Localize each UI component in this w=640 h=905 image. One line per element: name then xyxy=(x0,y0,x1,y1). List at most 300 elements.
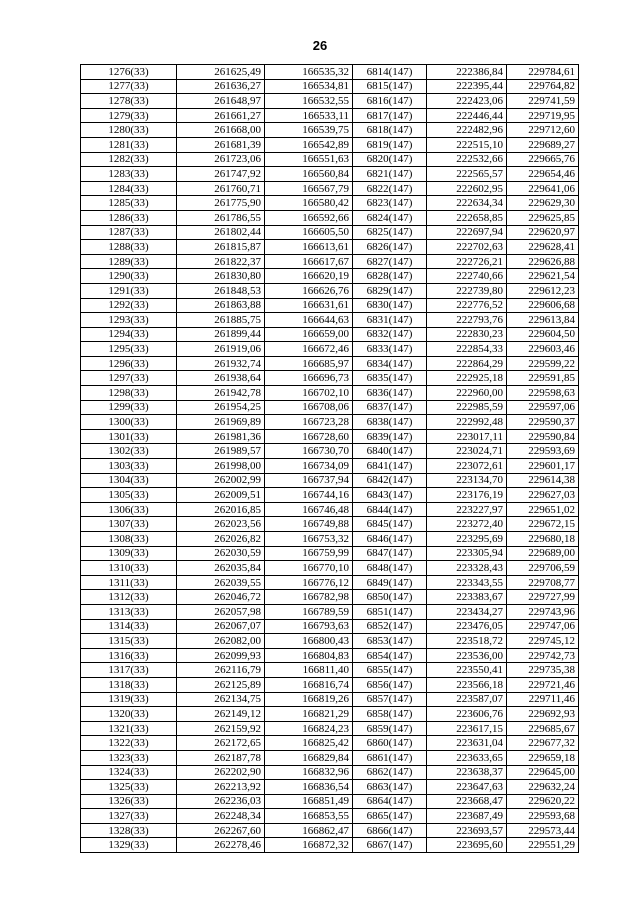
x-coordinate-a-cell: 262278,46 xyxy=(177,838,265,853)
point-id-b-cell: 6850(147) xyxy=(353,590,427,605)
x-coordinate-b-cell: 222776,52 xyxy=(427,298,507,313)
x-coordinate-b-cell: 222386,84 xyxy=(427,65,507,80)
table-row xyxy=(81,794,579,809)
point-id-a-cell: 1295(33) xyxy=(81,342,177,357)
y-coordinate-a-cell: 166605,50 xyxy=(265,225,353,240)
y-coordinate-a-cell: 166551,63 xyxy=(265,152,353,167)
table-row xyxy=(81,94,579,109)
point-id-a-cell: 1298(33) xyxy=(81,386,177,401)
point-id-b-cell: 6861(147) xyxy=(353,750,427,765)
table-row xyxy=(81,152,579,167)
point-id-a-cell: 1281(33) xyxy=(81,137,177,152)
y-coordinate-a-cell: 166535,32 xyxy=(265,65,353,80)
table-row xyxy=(81,444,579,459)
point-id-b-cell: 6856(147) xyxy=(353,677,427,692)
point-id-b-cell: 6828(147) xyxy=(353,269,427,284)
x-coordinate-a-cell: 262035,84 xyxy=(177,561,265,576)
y-coordinate-a-cell: 166793,63 xyxy=(265,619,353,634)
point-id-b-cell: 6866(147) xyxy=(353,823,427,838)
y-coordinate-b-cell: 229625,85 xyxy=(507,210,579,225)
y-coordinate-b-cell: 229612,23 xyxy=(507,283,579,298)
point-id-b-cell: 6843(147) xyxy=(353,488,427,503)
x-coordinate-b-cell: 222532,66 xyxy=(427,152,507,167)
x-coordinate-b-cell: 223566,18 xyxy=(427,677,507,692)
x-coordinate-a-cell: 262023,56 xyxy=(177,517,265,532)
point-id-a-cell: 1287(33) xyxy=(81,225,177,240)
y-coordinate-a-cell: 166532,55 xyxy=(265,94,353,109)
x-coordinate-b-cell: 223647,63 xyxy=(427,780,507,795)
x-coordinate-b-cell: 222423,06 xyxy=(427,94,507,109)
table-row xyxy=(81,254,579,269)
table-row xyxy=(81,707,579,722)
y-coordinate-b-cell: 229632,24 xyxy=(507,780,579,795)
x-coordinate-b-cell: 223024,71 xyxy=(427,444,507,459)
y-coordinate-a-cell: 166821,29 xyxy=(265,707,353,722)
x-coordinate-a-cell: 261932,74 xyxy=(177,356,265,371)
y-coordinate-b-cell: 229651,02 xyxy=(507,502,579,517)
y-coordinate-a-cell: 166533,11 xyxy=(265,108,353,123)
x-coordinate-b-cell: 222992,48 xyxy=(427,415,507,430)
x-coordinate-b-cell: 223343,55 xyxy=(427,575,507,590)
point-id-a-cell: 1296(33) xyxy=(81,356,177,371)
y-coordinate-b-cell: 229591,85 xyxy=(507,371,579,386)
y-coordinate-b-cell: 229665,76 xyxy=(507,152,579,167)
point-id-a-cell: 1329(33) xyxy=(81,838,177,853)
table-row xyxy=(81,269,579,284)
point-id-a-cell: 1302(33) xyxy=(81,444,177,459)
x-coordinate-a-cell: 261636,27 xyxy=(177,79,265,94)
table-row xyxy=(81,575,579,590)
x-coordinate-b-cell: 222482,96 xyxy=(427,123,507,138)
point-id-a-cell: 1297(33) xyxy=(81,371,177,386)
table-row xyxy=(81,677,579,692)
point-id-b-cell: 6839(147) xyxy=(353,429,427,444)
x-coordinate-a-cell: 262159,92 xyxy=(177,721,265,736)
y-coordinate-b-cell: 229606,68 xyxy=(507,298,579,313)
x-coordinate-b-cell: 223017,11 xyxy=(427,429,507,444)
point-id-b-cell: 6845(147) xyxy=(353,517,427,532)
y-coordinate-b-cell: 229672,15 xyxy=(507,517,579,532)
y-coordinate-a-cell: 166539,75 xyxy=(265,123,353,138)
y-coordinate-a-cell: 166782,98 xyxy=(265,590,353,605)
x-coordinate-a-cell: 262187,78 xyxy=(177,750,265,765)
y-coordinate-b-cell: 229742,73 xyxy=(507,648,579,663)
point-id-a-cell: 1294(33) xyxy=(81,327,177,342)
y-coordinate-b-cell: 229603,46 xyxy=(507,342,579,357)
y-coordinate-b-cell: 229621,54 xyxy=(507,269,579,284)
point-id-a-cell: 1312(33) xyxy=(81,590,177,605)
x-coordinate-a-cell: 261786,55 xyxy=(177,210,265,225)
y-coordinate-b-cell: 229680,18 xyxy=(507,532,579,547)
point-id-b-cell: 6823(147) xyxy=(353,196,427,211)
point-id-b-cell: 6816(147) xyxy=(353,94,427,109)
x-coordinate-a-cell: 261989,57 xyxy=(177,444,265,459)
table-row xyxy=(81,502,579,517)
y-coordinate-a-cell: 166853,55 xyxy=(265,809,353,824)
point-id-b-cell: 6829(147) xyxy=(353,283,427,298)
x-coordinate-b-cell: 223305,94 xyxy=(427,546,507,561)
y-coordinate-b-cell: 229712,60 xyxy=(507,123,579,138)
x-coordinate-b-cell: 222697,94 xyxy=(427,225,507,240)
point-id-a-cell: 1304(33) xyxy=(81,473,177,488)
y-coordinate-a-cell: 166759,99 xyxy=(265,546,353,561)
point-id-a-cell: 1320(33) xyxy=(81,707,177,722)
coordinates-table xyxy=(80,64,579,853)
y-coordinate-b-cell: 229645,00 xyxy=(507,765,579,780)
point-id-b-cell: 6837(147) xyxy=(353,400,427,415)
y-coordinate-b-cell: 229590,37 xyxy=(507,415,579,430)
y-coordinate-b-cell: 229597,06 xyxy=(507,400,579,415)
y-coordinate-a-cell: 166659,00 xyxy=(265,327,353,342)
y-coordinate-a-cell: 166560,84 xyxy=(265,167,353,182)
point-id-a-cell: 1307(33) xyxy=(81,517,177,532)
y-coordinate-b-cell: 229711,46 xyxy=(507,692,579,707)
x-coordinate-a-cell: 261760,71 xyxy=(177,181,265,196)
y-coordinate-a-cell: 166800,43 xyxy=(265,634,353,649)
x-coordinate-b-cell: 223695,60 xyxy=(427,838,507,853)
x-coordinate-a-cell: 262125,89 xyxy=(177,677,265,692)
x-coordinate-b-cell: 222985,59 xyxy=(427,400,507,415)
x-coordinate-b-cell: 222446,44 xyxy=(427,108,507,123)
point-id-b-cell: 6817(147) xyxy=(353,108,427,123)
y-coordinate-a-cell: 166851,49 xyxy=(265,794,353,809)
x-coordinate-a-cell: 261954,25 xyxy=(177,400,265,415)
x-coordinate-b-cell: 222925,18 xyxy=(427,371,507,386)
x-coordinate-a-cell: 261942,78 xyxy=(177,386,265,401)
y-coordinate-b-cell: 229692,93 xyxy=(507,707,579,722)
x-coordinate-b-cell: 223227,97 xyxy=(427,502,507,517)
x-coordinate-b-cell: 222634,34 xyxy=(427,196,507,211)
x-coordinate-a-cell: 262046,72 xyxy=(177,590,265,605)
x-coordinate-b-cell: 223693,57 xyxy=(427,823,507,838)
y-coordinate-b-cell: 229620,97 xyxy=(507,225,579,240)
table-row xyxy=(81,400,579,415)
point-id-b-cell: 6857(147) xyxy=(353,692,427,707)
table-row xyxy=(81,721,579,736)
y-coordinate-b-cell: 229659,18 xyxy=(507,750,579,765)
y-coordinate-b-cell: 229629,30 xyxy=(507,196,579,211)
point-id-a-cell: 1290(33) xyxy=(81,269,177,284)
x-coordinate-b-cell: 222658,85 xyxy=(427,210,507,225)
y-coordinate-b-cell: 229784,61 xyxy=(507,65,579,80)
y-coordinate-a-cell: 166728,60 xyxy=(265,429,353,444)
point-id-a-cell: 1318(33) xyxy=(81,677,177,692)
y-coordinate-a-cell: 166644,63 xyxy=(265,313,353,328)
table-row xyxy=(81,167,579,182)
y-coordinate-b-cell: 229743,96 xyxy=(507,604,579,619)
table-row xyxy=(81,561,579,576)
y-coordinate-a-cell: 166824,23 xyxy=(265,721,353,736)
point-id-b-cell: 6836(147) xyxy=(353,386,427,401)
x-coordinate-a-cell: 261885,75 xyxy=(177,313,265,328)
x-coordinate-b-cell: 223272,40 xyxy=(427,517,507,532)
point-id-a-cell: 1309(33) xyxy=(81,546,177,561)
y-coordinate-b-cell: 229741,59 xyxy=(507,94,579,109)
x-coordinate-a-cell: 262067,07 xyxy=(177,619,265,634)
point-id-a-cell: 1328(33) xyxy=(81,823,177,838)
point-id-a-cell: 1303(33) xyxy=(81,459,177,474)
table-row xyxy=(81,750,579,765)
point-id-a-cell: 1301(33) xyxy=(81,429,177,444)
y-coordinate-b-cell: 229551,29 xyxy=(507,838,579,853)
y-coordinate-a-cell: 166708,06 xyxy=(265,400,353,415)
table-row xyxy=(81,386,579,401)
y-coordinate-a-cell: 166696,73 xyxy=(265,371,353,386)
point-id-a-cell: 1280(33) xyxy=(81,123,177,138)
point-id-a-cell: 1325(33) xyxy=(81,780,177,795)
point-id-b-cell: 6821(147) xyxy=(353,167,427,182)
y-coordinate-a-cell: 166832,96 xyxy=(265,765,353,780)
y-coordinate-b-cell: 229590,84 xyxy=(507,429,579,444)
table-row xyxy=(81,838,579,853)
point-id-a-cell: 1314(33) xyxy=(81,619,177,634)
table-row xyxy=(81,240,579,255)
y-coordinate-b-cell: 229627,03 xyxy=(507,488,579,503)
y-coordinate-b-cell: 229573,44 xyxy=(507,823,579,838)
point-id-a-cell: 1284(33) xyxy=(81,181,177,196)
point-id-a-cell: 1327(33) xyxy=(81,809,177,824)
point-id-b-cell: 6826(147) xyxy=(353,240,427,255)
table-row xyxy=(81,692,579,707)
point-id-b-cell: 6848(147) xyxy=(353,561,427,576)
point-id-a-cell: 1313(33) xyxy=(81,604,177,619)
x-coordinate-a-cell: 262116,79 xyxy=(177,663,265,678)
y-coordinate-a-cell: 166613,61 xyxy=(265,240,353,255)
table-row xyxy=(81,809,579,824)
point-id-a-cell: 1276(33) xyxy=(81,65,177,80)
point-id-b-cell: 6864(147) xyxy=(353,794,427,809)
x-coordinate-a-cell: 262039,55 xyxy=(177,575,265,590)
x-coordinate-b-cell: 222726,21 xyxy=(427,254,507,269)
point-id-b-cell: 6822(147) xyxy=(353,181,427,196)
table-row xyxy=(81,532,579,547)
y-coordinate-a-cell: 166672,46 xyxy=(265,342,353,357)
coordinates-table-body xyxy=(81,65,579,853)
x-coordinate-a-cell: 261981,36 xyxy=(177,429,265,444)
point-id-b-cell: 6825(147) xyxy=(353,225,427,240)
table-row xyxy=(81,313,579,328)
x-coordinate-a-cell: 261681,39 xyxy=(177,137,265,152)
point-id-a-cell: 1288(33) xyxy=(81,240,177,255)
y-coordinate-a-cell: 166702,10 xyxy=(265,386,353,401)
point-id-a-cell: 1286(33) xyxy=(81,210,177,225)
y-coordinate-b-cell: 229654,46 xyxy=(507,167,579,182)
point-id-a-cell: 1292(33) xyxy=(81,298,177,313)
point-id-a-cell: 1316(33) xyxy=(81,648,177,663)
point-id-b-cell: 6860(147) xyxy=(353,736,427,751)
x-coordinate-a-cell: 261919,06 xyxy=(177,342,265,357)
table-row xyxy=(81,342,579,357)
x-coordinate-b-cell: 222854,33 xyxy=(427,342,507,357)
x-coordinate-a-cell: 262030,59 xyxy=(177,546,265,561)
point-id-b-cell: 6815(147) xyxy=(353,79,427,94)
x-coordinate-a-cell: 262099,93 xyxy=(177,648,265,663)
y-coordinate-b-cell: 229601,17 xyxy=(507,459,579,474)
x-coordinate-b-cell: 223633,65 xyxy=(427,750,507,765)
table-row xyxy=(81,823,579,838)
x-coordinate-b-cell: 222395,44 xyxy=(427,79,507,94)
point-id-a-cell: 1310(33) xyxy=(81,561,177,576)
point-id-a-cell: 1285(33) xyxy=(81,196,177,211)
y-coordinate-a-cell: 166753,32 xyxy=(265,532,353,547)
x-coordinate-b-cell: 223295,69 xyxy=(427,532,507,547)
x-coordinate-b-cell: 223176,19 xyxy=(427,488,507,503)
table-row xyxy=(81,488,579,503)
point-id-a-cell: 1321(33) xyxy=(81,721,177,736)
point-id-b-cell: 6830(147) xyxy=(353,298,427,313)
point-id-b-cell: 6862(147) xyxy=(353,765,427,780)
y-coordinate-a-cell: 166744,16 xyxy=(265,488,353,503)
table-row xyxy=(81,429,579,444)
point-id-b-cell: 6849(147) xyxy=(353,575,427,590)
y-coordinate-a-cell: 166836,54 xyxy=(265,780,353,795)
y-coordinate-a-cell: 166626,76 xyxy=(265,283,353,298)
x-coordinate-a-cell: 262267,60 xyxy=(177,823,265,838)
table-row xyxy=(81,546,579,561)
point-id-b-cell: 6859(147) xyxy=(353,721,427,736)
x-coordinate-a-cell: 261661,27 xyxy=(177,108,265,123)
table-row xyxy=(81,123,579,138)
table-row xyxy=(81,473,579,488)
y-coordinate-b-cell: 229719,95 xyxy=(507,108,579,123)
point-id-b-cell: 6852(147) xyxy=(353,619,427,634)
y-coordinate-b-cell: 229747,06 xyxy=(507,619,579,634)
y-coordinate-a-cell: 166685,97 xyxy=(265,356,353,371)
point-id-a-cell: 1319(33) xyxy=(81,692,177,707)
y-coordinate-b-cell: 229677,32 xyxy=(507,736,579,751)
point-id-b-cell: 6841(147) xyxy=(353,459,427,474)
y-coordinate-a-cell: 166620,19 xyxy=(265,269,353,284)
x-coordinate-a-cell: 261830,80 xyxy=(177,269,265,284)
y-coordinate-a-cell: 166631,61 xyxy=(265,298,353,313)
y-coordinate-a-cell: 166829,84 xyxy=(265,750,353,765)
point-id-b-cell: 6827(147) xyxy=(353,254,427,269)
point-id-b-cell: 6818(147) xyxy=(353,123,427,138)
y-coordinate-a-cell: 166542,89 xyxy=(265,137,353,152)
x-coordinate-a-cell: 262016,85 xyxy=(177,502,265,517)
table-row xyxy=(81,65,579,80)
x-coordinate-b-cell: 222739,80 xyxy=(427,283,507,298)
x-coordinate-a-cell: 261815,87 xyxy=(177,240,265,255)
y-coordinate-a-cell: 166804,83 xyxy=(265,648,353,663)
y-coordinate-b-cell: 229745,12 xyxy=(507,634,579,649)
point-id-b-cell: 6844(147) xyxy=(353,502,427,517)
y-coordinate-b-cell: 229598,63 xyxy=(507,386,579,401)
y-coordinate-b-cell: 229685,67 xyxy=(507,721,579,736)
table-row xyxy=(81,225,579,240)
point-id-a-cell: 1282(33) xyxy=(81,152,177,167)
y-coordinate-a-cell: 166734,09 xyxy=(265,459,353,474)
table-row xyxy=(81,137,579,152)
point-id-b-cell: 6853(147) xyxy=(353,634,427,649)
y-coordinate-a-cell: 166819,26 xyxy=(265,692,353,707)
point-id-a-cell: 1306(33) xyxy=(81,502,177,517)
y-coordinate-b-cell: 229614,38 xyxy=(507,473,579,488)
x-coordinate-a-cell: 261668,00 xyxy=(177,123,265,138)
x-coordinate-a-cell: 261899,44 xyxy=(177,327,265,342)
x-coordinate-b-cell: 223687,49 xyxy=(427,809,507,824)
x-coordinate-a-cell: 261969,89 xyxy=(177,415,265,430)
point-id-b-cell: 6820(147) xyxy=(353,152,427,167)
point-id-a-cell: 1323(33) xyxy=(81,750,177,765)
point-id-b-cell: 6838(147) xyxy=(353,415,427,430)
point-id-a-cell: 1300(33) xyxy=(81,415,177,430)
point-id-b-cell: 6854(147) xyxy=(353,648,427,663)
point-id-a-cell: 1299(33) xyxy=(81,400,177,415)
x-coordinate-a-cell: 261723,06 xyxy=(177,152,265,167)
y-coordinate-b-cell: 229641,06 xyxy=(507,181,579,196)
x-coordinate-a-cell: 262236,03 xyxy=(177,794,265,809)
x-coordinate-b-cell: 223638,37 xyxy=(427,765,507,780)
point-id-b-cell: 6867(147) xyxy=(353,838,427,853)
table-row xyxy=(81,371,579,386)
point-id-b-cell: 6847(147) xyxy=(353,546,427,561)
x-coordinate-b-cell: 222515,10 xyxy=(427,137,507,152)
y-coordinate-a-cell: 166825,42 xyxy=(265,736,353,751)
x-coordinate-a-cell: 262134,75 xyxy=(177,692,265,707)
table-row xyxy=(81,604,579,619)
y-coordinate-a-cell: 166776,12 xyxy=(265,575,353,590)
y-coordinate-a-cell: 166580,42 xyxy=(265,196,353,211)
x-coordinate-a-cell: 262248,34 xyxy=(177,809,265,824)
point-id-b-cell: 6832(147) xyxy=(353,327,427,342)
x-coordinate-a-cell: 262009,51 xyxy=(177,488,265,503)
point-id-b-cell: 6819(147) xyxy=(353,137,427,152)
x-coordinate-a-cell: 262213,92 xyxy=(177,780,265,795)
x-coordinate-b-cell: 223631,04 xyxy=(427,736,507,751)
x-coordinate-b-cell: 223536,00 xyxy=(427,648,507,663)
x-coordinate-b-cell: 223587,07 xyxy=(427,692,507,707)
y-coordinate-b-cell: 229735,38 xyxy=(507,663,579,678)
table-row xyxy=(81,356,579,371)
y-coordinate-a-cell: 166862,47 xyxy=(265,823,353,838)
y-coordinate-a-cell: 166617,67 xyxy=(265,254,353,269)
table-row xyxy=(81,181,579,196)
x-coordinate-b-cell: 223550,41 xyxy=(427,663,507,678)
table-row xyxy=(81,283,579,298)
point-id-b-cell: 6865(147) xyxy=(353,809,427,824)
x-coordinate-a-cell: 262057,98 xyxy=(177,604,265,619)
x-coordinate-a-cell: 261848,53 xyxy=(177,283,265,298)
y-coordinate-a-cell: 166811,40 xyxy=(265,663,353,678)
point-id-a-cell: 1308(33) xyxy=(81,532,177,547)
x-coordinate-b-cell: 222702,63 xyxy=(427,240,507,255)
point-id-b-cell: 6814(147) xyxy=(353,65,427,80)
y-coordinate-b-cell: 229628,41 xyxy=(507,240,579,255)
y-coordinate-a-cell: 166770,10 xyxy=(265,561,353,576)
y-coordinate-b-cell: 229689,00 xyxy=(507,546,579,561)
table-row xyxy=(81,415,579,430)
point-id-a-cell: 1278(33) xyxy=(81,94,177,109)
table-row xyxy=(81,648,579,663)
point-id-a-cell: 1315(33) xyxy=(81,634,177,649)
y-coordinate-a-cell: 166730,70 xyxy=(265,444,353,459)
y-coordinate-b-cell: 229593,68 xyxy=(507,809,579,824)
table-row xyxy=(81,634,579,649)
x-coordinate-a-cell: 261822,37 xyxy=(177,254,265,269)
y-coordinate-b-cell: 229721,46 xyxy=(507,677,579,692)
point-id-a-cell: 1277(33) xyxy=(81,79,177,94)
y-coordinate-b-cell: 229593,69 xyxy=(507,444,579,459)
x-coordinate-b-cell: 222602,95 xyxy=(427,181,507,196)
table-row xyxy=(81,327,579,342)
point-id-a-cell: 1326(33) xyxy=(81,794,177,809)
x-coordinate-a-cell: 261747,92 xyxy=(177,167,265,182)
y-coordinate-b-cell: 229764,82 xyxy=(507,79,579,94)
point-id-b-cell: 6863(147) xyxy=(353,780,427,795)
point-id-b-cell: 6842(147) xyxy=(353,473,427,488)
y-coordinate-a-cell: 166737,94 xyxy=(265,473,353,488)
